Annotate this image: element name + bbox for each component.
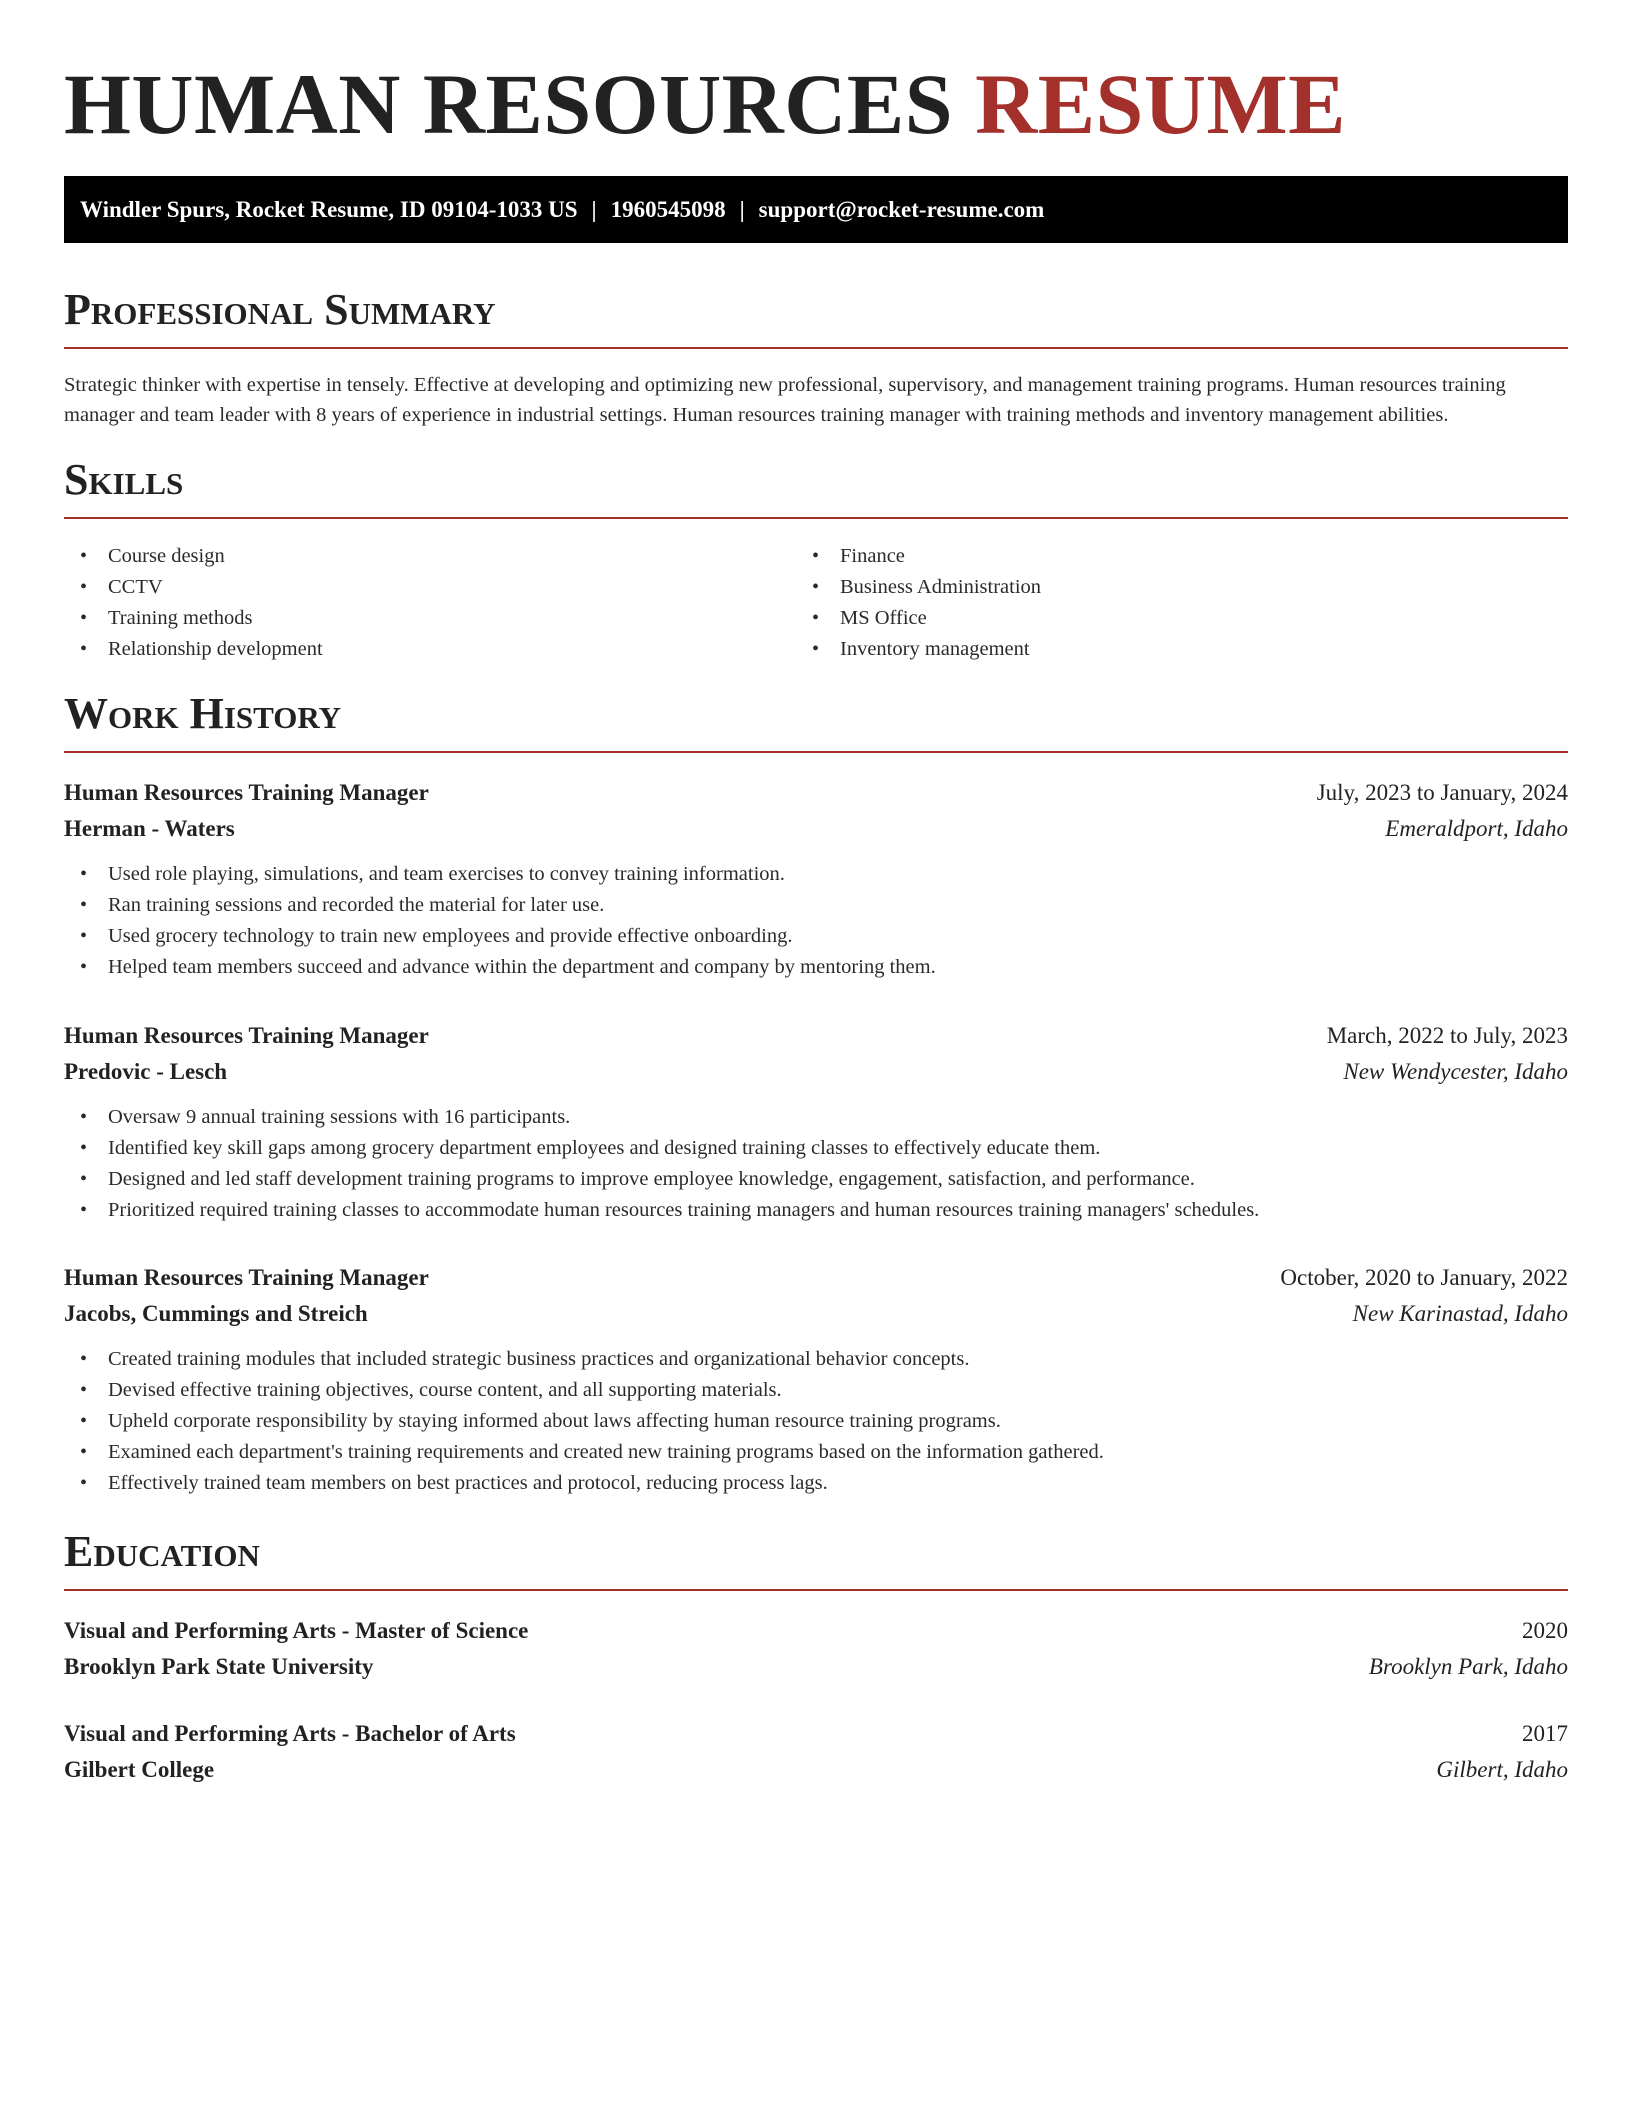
job-entry — [64, 1260, 1568, 1499]
job-company: Herman - Waters — [64, 816, 235, 841]
education-year: 2020 — [1522, 1618, 1568, 1643]
job-title: Human Resources Training Manager — [64, 1023, 429, 1048]
job-location: Emeraldport, Idaho — [1385, 816, 1568, 841]
job-bullet: • Used grocery technology to train new employees and provide effective onboarding. — [64, 921, 1568, 952]
job-title-row — [64, 775, 1568, 811]
job-bullet: • Used role playing, simulations, and team exercises to convey training information. — [64, 859, 1568, 890]
job-title-row — [64, 1260, 1568, 1296]
education-school: Gilbert College — [64, 1757, 215, 1782]
contact-email[interactable]: support@rocket-resume.com — [758, 197, 1045, 222]
job-bullet: • Effectively trained team members on best practices and protocol, reducing process lags. — [64, 1468, 1568, 1499]
skill-item: • MS Office — [796, 603, 1041, 634]
contact-address: Windler Spurs, Rocket Resume, ID 09104-1033 US — [80, 197, 578, 222]
job-company: Jacobs, Cummings and Streich — [64, 1301, 368, 1326]
job-company-row — [64, 1054, 1568, 1090]
education-entry — [64, 1613, 1568, 1685]
job-title-row — [64, 1018, 1568, 1054]
contact-phone: 1960545098 — [610, 197, 726, 222]
job-bullet: • Upheld corporate responsibility by staying informed about laws affecting human resource training programs. — [64, 1406, 1568, 1437]
summary-heading: Professional Summary — [64, 285, 1568, 349]
job-bullet: • Created training modules that included strategic business practices and organizational behavior concepts. — [64, 1344, 1568, 1375]
skill-item: • Course design — [64, 541, 323, 572]
job-dates: March, 2022 to July, 2023 — [1326, 1023, 1568, 1048]
education-degree: Visual and Performing Arts - Master of Science — [64, 1618, 529, 1643]
education-year: 2017 — [1522, 1721, 1568, 1746]
education-entry — [64, 1716, 1568, 1788]
job-entry — [64, 775, 1568, 983]
job-company: Predovic - Lesch — [64, 1059, 228, 1084]
job-bullet: • Helped team members succeed and advance within the department and company by mentoring them. — [64, 952, 1568, 983]
job-entry — [64, 1018, 1568, 1226]
job-title: Human Resources Training Manager — [64, 780, 429, 805]
job-bullet: • Oversaw 9 annual training sessions with 16 participants. — [64, 1102, 1568, 1133]
education-location: Gilbert, Idaho — [1436, 1757, 1568, 1782]
job-bullet: • Designed and led staff development training programs to improve employee knowledge, engagement, satisfaction, and performance. — [64, 1164, 1568, 1195]
job-bullet: • Devised effective training objectives, course content, and all supporting materials. — [64, 1375, 1568, 1406]
skill-item: • Finance — [796, 541, 1041, 572]
job-location: New Wendycester, Idaho — [1343, 1059, 1568, 1084]
skill-item: • Business Administration — [796, 572, 1041, 603]
education-degree-row — [64, 1716, 1568, 1752]
job-bullet: • Examined each department's training requirements and created new training programs based on the information gathered. — [64, 1437, 1568, 1468]
job-location: New Karinastad, Idaho — [1352, 1301, 1568, 1326]
job-company-row — [64, 811, 1568, 847]
work-heading: Work History — [64, 689, 1568, 753]
job-bullet: • Identified key skill gaps among grocery department employees and designed training classes to effectively educate them. — [64, 1133, 1568, 1164]
job-bullet: • Ran training sessions and recorded the material for later use. — [64, 890, 1568, 921]
title-accent: RESUME — [975, 56, 1347, 152]
job-company-row — [64, 1296, 1568, 1332]
contact-separator: | — [591, 197, 597, 222]
education-location: Brooklyn Park, Idaho — [1368, 1654, 1568, 1679]
job-title: Human Resources Training Manager — [64, 1265, 429, 1290]
education-school-row — [64, 1752, 1568, 1788]
contact-separator: | — [739, 197, 745, 222]
resume-title — [64, 54, 1346, 154]
skills-column-right — [796, 541, 1041, 665]
skill-item: • CCTV — [64, 572, 323, 603]
job-bullets — [64, 1344, 1568, 1499]
skill-item: • Inventory management — [796, 634, 1041, 665]
skill-item: • Training methods — [64, 603, 323, 634]
education-heading: Education — [64, 1527, 1568, 1591]
summary-text: Strategic thinker with expertise in tensely. Effective at developing and optimizing new professional, supervisory, and management training programs. Human resources training manager and team leader with 8 years of experience in industrial settings. Human resources training manager with training methods and inventory management abilities. — [64, 374, 1506, 426]
education-degree-row — [64, 1613, 1568, 1649]
education-school-row — [64, 1649, 1568, 1685]
skill-item: • Relationship development — [64, 634, 323, 665]
skills-heading: Skills — [64, 455, 1568, 519]
job-bullet: • Prioritized required training classes to accommodate human resources training managers and human resources training managers' schedules. — [64, 1195, 1568, 1226]
title-main: HUMAN RESOURCES — [64, 56, 954, 152]
job-bullets — [64, 859, 1568, 983]
job-dates: July, 2023 to January, 2024 — [1316, 780, 1568, 805]
contact-bar — [64, 176, 1568, 243]
education-school: Brooklyn Park State University — [64, 1654, 374, 1679]
job-dates: October, 2020 to January, 2022 — [1280, 1265, 1568, 1290]
skills-column-left — [64, 541, 323, 665]
job-bullets — [64, 1102, 1568, 1226]
education-degree: Visual and Performing Arts - Bachelor of Arts — [64, 1721, 516, 1746]
